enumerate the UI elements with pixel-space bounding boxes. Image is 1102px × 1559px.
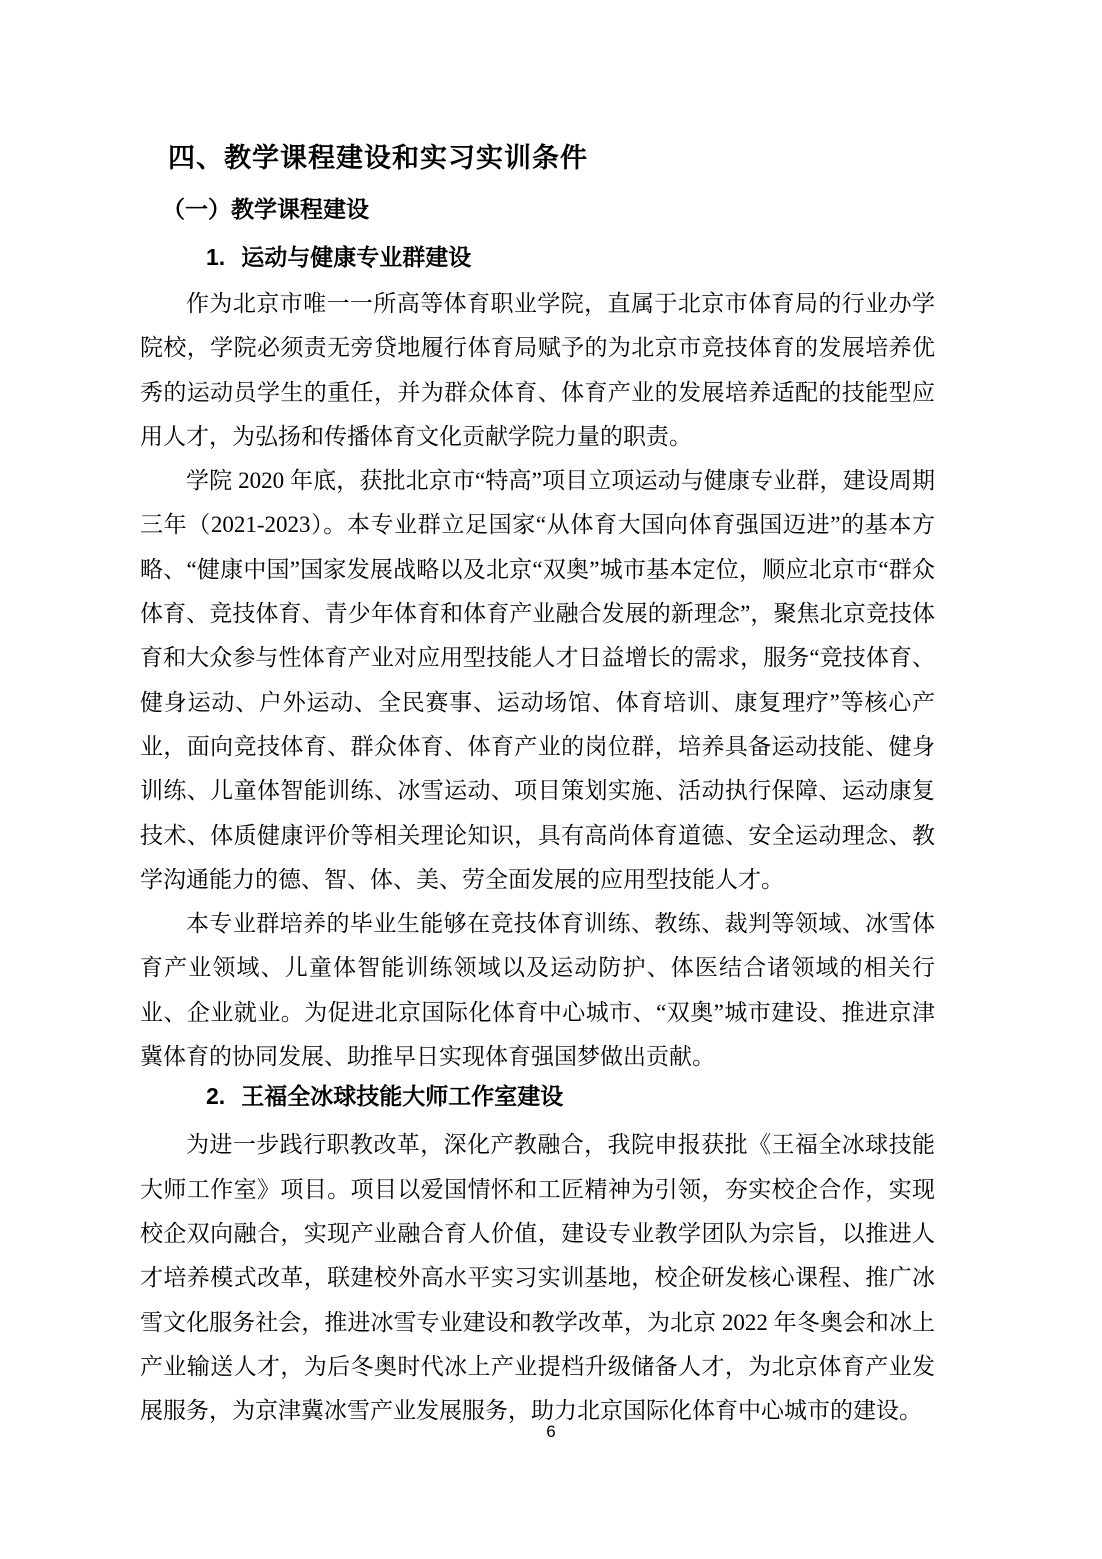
section-heading: （一）教学课程建设 — [162, 196, 369, 222]
main-heading: 四、教学课程建设和实习实训条件 — [168, 143, 588, 173]
subsection-2-heading — [206, 1079, 935, 1113]
document-content — [140, 140, 935, 1433]
page-number: 6 — [546, 1422, 556, 1441]
subsection-1-title: 运动与健康专业群建设 — [241, 244, 472, 270]
paragraph-2: 学院 2020 年底，获批北京市“特高”项目立项运动与健康专业群，建设周期三年（2021-2023）。本专业群立足国家“从体育大国向体育强国迈进”的基本方略、“健康中国”国家发展战略以及北京“双奥”城市基本定位，顺应北京市“群众体育、竞技体育、青少年体育和体育产业融合发展的新理念”，聚焦北京竞技体育和大众参与性体育产业对应用型技能人才日益增长的需求，服务“竞技体育、健身运动、户外运动、全民赛事、运动场馆、体育培训、康复理疗”等核心产业，面向竞技体育、群众体育、体育产业的岗位群，培养具备运动技能、健身训练、儿童体智能训练、冰雪运动、项目策划实施、活动执行保障、运动康复技术、体质健康评价等相关理论知识，具有高尚体育道德、安全运动理念、教学沟通能力的德、智、体、美、劳全面发展的应用型技能人才。 — [140, 468, 935, 892]
subsection-2-title: 王福全冰球技能大师工作室建设 — [241, 1083, 564, 1110]
subsection-1-heading — [206, 240, 935, 274]
paragraph-1: 作为北京市唯一一所高等体育职业学院，直属于北京市体育局的行业办学院校，学院必须责无旁贷地履行体育局赋予的为北京市竞技体育的发展培养优秀的运动员学生的重任，并为群众体育、体育产业的发展培养适配的技能型应用人才，为弘扬和传播体育文化贡献学院力量的职责。 — [140, 291, 935, 449]
paragraph-4: 为进一步践行职教改革，深化产教融合，我院申报获批《王福全冰球技能大师工作室》项目。项目以爱国情怀和工匠精神为引领，夯实校企合作，实现校企双向融合，实现产业融合育人价值，建设专业教学团队为宗旨，以推进人才培养模式改革，联建校外高水平实习实训基地，校企研发核心课程、推广冰雪文化服务社会，推进冰雪专业建设和教学改革，为北京 2022 年冬奥会和冰上产业输送人才，为后冬奥时代冰上产业提档升级储备人才，为北京体育产业发展服务，为京津冀冰雪产业发展服务，助力北京国际化体育中心城市的建设。 — [140, 1132, 935, 1424]
paragraph-3: 本专业群培养的毕业生能够在竞技体育训练、教练、裁判等领域、冰雪体育产业领域、儿童体智能训练领域以及运动防护、体医结合诸领域的相关行业、企业就业。为促进北京国际化体育中心城市、“双奥”城市建设、推进京津冀体育的协同发展、助推早日实现体育强国梦做出贡献。 — [140, 911, 935, 1070]
subsection-2-number: 2. — [206, 1083, 226, 1110]
subsection-1-number: 1. — [206, 244, 226, 270]
